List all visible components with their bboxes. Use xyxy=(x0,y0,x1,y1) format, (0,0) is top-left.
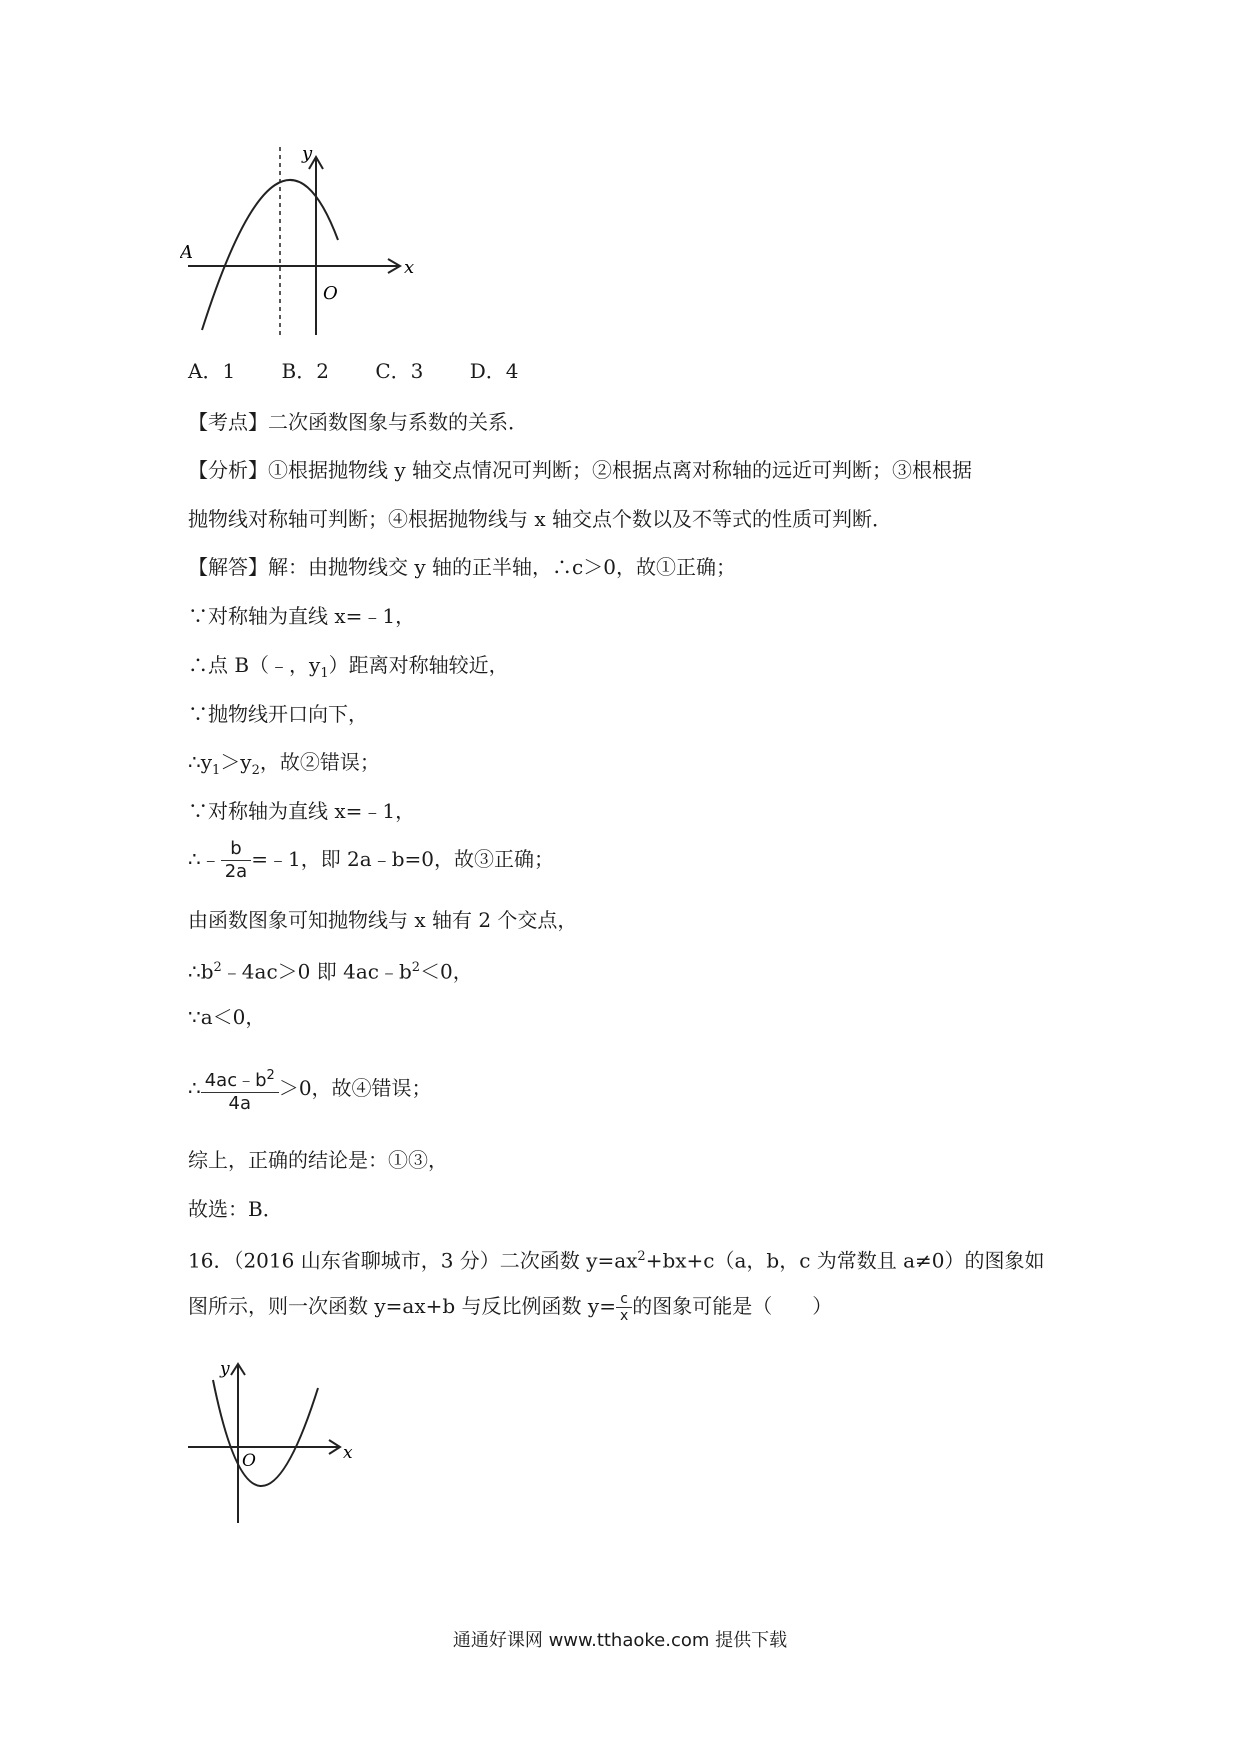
x-axis-label: x xyxy=(343,1443,353,1463)
option-c: C．3 xyxy=(375,359,424,383)
solution-step-4: $\therefore y_1>y_2$，故②错误； xyxy=(188,750,380,778)
option-b: B．2 xyxy=(281,359,329,383)
parabola-graph-2 xyxy=(180,1358,360,1533)
fraction-b-over-2a: $\frac{b}{2a}$ xyxy=(221,838,251,883)
solution-choice: 故选：B． xyxy=(188,1197,283,1221)
solution-step-1: ∵对称轴为直线 x=﹣1， xyxy=(188,604,416,628)
solution-step-10: ∴ $\frac{4ac﹣b^2}{4a}$ ＞0，故④错误； xyxy=(188,1062,432,1115)
footer-source: 通通好课网 www.tthaoke.com 提供下载 xyxy=(452,1630,788,1651)
fraction-c-over-x: $\frac{c}{x}$ xyxy=(616,1291,632,1324)
solution-conclusion: 综上，正确的结论是：①③， xyxy=(188,1148,448,1172)
fraction-discriminant: $\frac{4ac﹣b^2}{4a}$ xyxy=(201,1065,279,1115)
point-a-label: A xyxy=(180,242,193,263)
kaodian: 【考点】二次函数图象与系数的关系． xyxy=(188,410,528,434)
parabola-curve xyxy=(202,180,338,330)
solution-step-8: $\therefore b^2﹣4ac>0$ 即 $4ac﹣b^2<0$， xyxy=(188,959,473,984)
origin-label: O xyxy=(323,283,338,304)
solution-step-9: ∵a＜0， xyxy=(188,1005,266,1029)
solution-intro: 【解答】解：由抛物线交 y 轴的正半轴，∴c＞0，故①正确； xyxy=(188,555,736,579)
solution-step-7: 由函数图象可知抛物线与 x 轴有 2 个交点， xyxy=(188,908,578,932)
question-16-line-1: 16．（2016 山东省聊城市，3 分）二次函数 $y=ax^2+bx+c(a$，b，c 为常数且 a≠0）的图象如 xyxy=(188,1248,1045,1273)
parabola-curve xyxy=(213,1380,318,1486)
analysis-line-1: 【分析】①根据抛物线 y 轴交点情况可判断；②根据点离对称轴的远近可判断；③根根据 xyxy=(188,458,973,482)
parabola-graph-1 xyxy=(180,145,420,350)
origin-label: O xyxy=(242,1451,256,1471)
solution-step-2: ∴点 B（﹣，$y_1$）距离对称轴较近， xyxy=(188,653,509,681)
answer-options xyxy=(188,357,518,385)
y-axis-label: y xyxy=(302,145,313,164)
solution-step-3: ∵抛物线开口向下， xyxy=(188,702,368,726)
option-d: D．4 xyxy=(469,359,519,383)
option-a: A．1 xyxy=(188,359,236,383)
solution-step-6: ∴﹣ $\frac{b}{2a}$ =﹣1，即 2a﹣b=0，故③正确； xyxy=(188,838,554,882)
solution-step-5: ∵对称轴为直线 x=﹣1， xyxy=(188,799,416,823)
y-axis-label: y xyxy=(220,1359,230,1379)
x-axis-label: x xyxy=(404,257,415,278)
question-16-line-2: 图所示，则一次函数 y=ax+b 与反比例函数 y= $\frac{c}{x}$ 的图象可能是（ ） xyxy=(188,1291,833,1324)
analysis-line-2: 抛物线对称轴可判断；④根据抛物线与 x 轴交点个数以及不等式的性质可判断． xyxy=(188,507,892,531)
